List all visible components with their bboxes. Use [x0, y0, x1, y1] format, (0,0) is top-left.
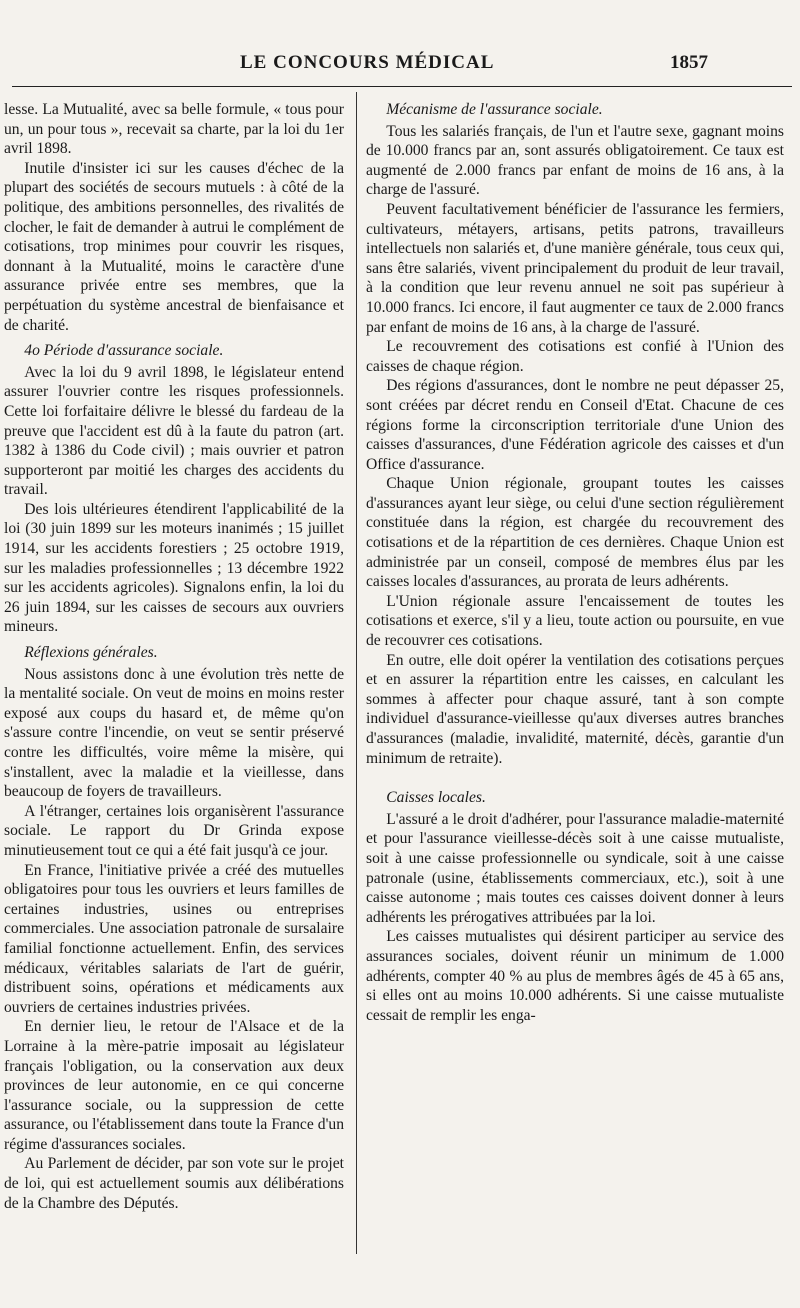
- right-column: [366, 100, 784, 1025]
- paragraph: En France, l'initiative privée a créé des mutuelles obligatoires pour tous les ouvriers et leurs familles de certaines industries, usines ou entreprises commerciales. Une association patronale de sursalaire familial fonctionne actuellement. Enfin, des services médicaux, véritables salariats de l'art de guérir, distribuent soins, opérations et médicaments aux ouvriers de certaines industries privées.: [4, 861, 344, 1016]
- journal-title: LE CONCOURS MÉDICAL: [240, 52, 495, 73]
- paragraph: Au Parlement de décider, par son vote sur le projet de loi, qui est actuellement soumis aux délibérations de la Chambre des Députés.: [4, 1155, 344, 1212]
- section-heading: 4o Période d'assurance sociale.: [24, 342, 224, 360]
- paragraph: L'Union régionale assure l'encaissement de toutes les cotisations et exerce, s'il y a lieu, toute action ou poursuite, en vue de recouvrer ces cotisations.: [366, 592, 784, 650]
- section-heading: Réflexions générales.: [24, 644, 158, 662]
- section-heading: Caisses locales.: [386, 789, 486, 807]
- paragraph: Avec la loi du 9 avril 1898, le législateur entend assurer l'ouvrier contre les risques professionnels. Cette loi forfaitaire délivre le blessé du fardeau de la preuve que l'accident est dû à la faute du patron (art. 1382 à 1386 du Code civil) ; mais ouvrier et patron supporteront par moitié les charges des accidents du travail.: [4, 363, 344, 499]
- left-column: [4, 100, 344, 1213]
- paragraph: Tous les salariés français, de l'un et l'autre sexe, gagnant moins de 10.000 francs par an, sont assurés obligatoirement. Ce taux est augmenté de 2.000 francs par enfant de moins de 16 ans, à la charge de l'assuré.: [366, 122, 784, 199]
- paragraph: Des régions d'assurances, dont le nombre ne peut dépasser 25, sont créées par décret rendu en Conseil d'Etat. Chacune de ces régions forme la circonscription territoriale d'une Union des caisses d'assurances, d'une Fédération agricole des caisses et d'un Office d'assurance.: [366, 377, 784, 473]
- paragraph: Nous assistons donc à une évolution très nette de la mentalité sociale. On veut de moins en moins rester exposé aux coups du hasard et, de même qu'on s'assure contre l'incendie, on veut se sentir préservé contre les difficultés, voire même la misère, qui s'installent, avec la maladie et la vieillesse, dans beaucoup de foyers de travailleurs.: [4, 665, 344, 801]
- paragraph: En outre, elle doit opérer la ventilation des cotisations perçues et en assurer la répartition entre les caisses, en calculant les sommes à affecter pour chaque assuré, tant à son compte individuel d'assurance-vieillesse qu'aux diverses autres branches d'assurances (maladie, invalidité, maternité, décès, garantie d'un minimum de retraite).: [366, 651, 784, 767]
- paragraph: Inutile d'insister ici sur les causes d'échec de la plupart des sociétés de secours mutuels : à côté de la politique, des ambitions personnelles, des rivalités de clocher, le fait de demander à autrui le complément de cotisations, trop minimes pour couvrir les risques, donnant à la Mutualité, moins le caractère d'une assurance privée entre ses membres, que la perpétuation du système ancestral de bienfaisance et de charité.: [4, 159, 344, 334]
- paragraph: Le recouvrement des cotisations est confié à l'Union des caisses de chaque région.: [366, 338, 784, 375]
- column-divider: [356, 92, 357, 1254]
- paragraph: Les caisses mutualistes qui désirent participer au service des assurances sociales, doivent réunir un minimum de 1.000 adhérents, compter 40 % au plus de membres âgés de 45 à 65 ans, si elles ont au moins 10.000 adhérents. Si une caisse mutualiste cessait de remplir les enga-: [366, 928, 784, 1024]
- page-number: 1857: [670, 52, 708, 73]
- paragraph: Des lois ultérieures étendirent l'applicabilité de la loi (30 juin 1899 sur les moteurs inanimés ; 15 juillet 1914, sur les accidents forestiers ; 25 octobre 1919, sur les maladies professionnelles ; 13 décembre 1922 sur les accidents agricoles). Signalons enfin, la loi du 26 juin 1894, sur les caisses de secours aux ouvriers mineurs.: [4, 500, 344, 636]
- paragraph: L'assuré a le droit d'adhérer, pour l'assurance maladie-maternité et pour l'assurance vieillesse-décès soit à une caisse mutualiste, soit à une caisse professionnelle ou syndicale, soit à une caisse patronale (usine, établissements commerciaux, etc.), soit à une caisse autonome ; mais toutes ces caisses doivent donner à leurs adhérents les prérogatives attribuées par la loi.: [366, 810, 784, 926]
- page-header: [0, 48, 800, 84]
- header-divider: [12, 86, 792, 87]
- paragraph: A l'étranger, certaines lois organisèrent l'assurance sociale. Le rapport du Dr Grinda expose minutieusement tout ce qui a été fait jusqu'à ce jour.: [4, 802, 344, 859]
- paragraph: En dernier lieu, le retour de l'Alsace et de la Lorraine à la mère-patrie imposait au législateur français l'obligation, ou la conservation aux deux provinces de leur autonomie, en ce qui concerne l'assurance sociale, ou la suppression de cette assurance, ou l'établissement dans toute la France d'un régime d'assurances sociales.: [4, 1018, 344, 1153]
- paragraph: lesse. La Mutualité, avec sa belle formule, « tous pour un, un pour tous », recevait sa charte, par la loi du 1er avril 1898.: [4, 101, 344, 158]
- section-heading: Mécanisme de l'assurance sociale.: [386, 101, 603, 118]
- paragraph: Peuvent facultativement bénéficier de l'assurance les fermiers, cultivateurs, métayers, artisans, petits patrons, travailleurs intellectuels non salariés et, d'une manière générale, tous ceux qui, sans être salariés, vivent principalement du produit de leur travail, à la condition que leur revenu annuel ne soit pas supérieur à 10.000 francs. Ici encore, il faut augmenter ce taux de 2.000 francs par enfant de moins de 16 ans, à la charge de l'assuré.: [366, 200, 784, 336]
- paragraph: Chaque Union régionale, groupant toutes les caisses d'assurances ayant leur siège, ou celui d'une section régulièrement constituée dans la région, est chargée du recouvrement des cotisations et de la répartition de ces dernières. Chaque Union est administrée par un conseil, composé de membres élus par les caisses locales d'assurances, au prorata de leurs adhérents.: [366, 475, 784, 591]
